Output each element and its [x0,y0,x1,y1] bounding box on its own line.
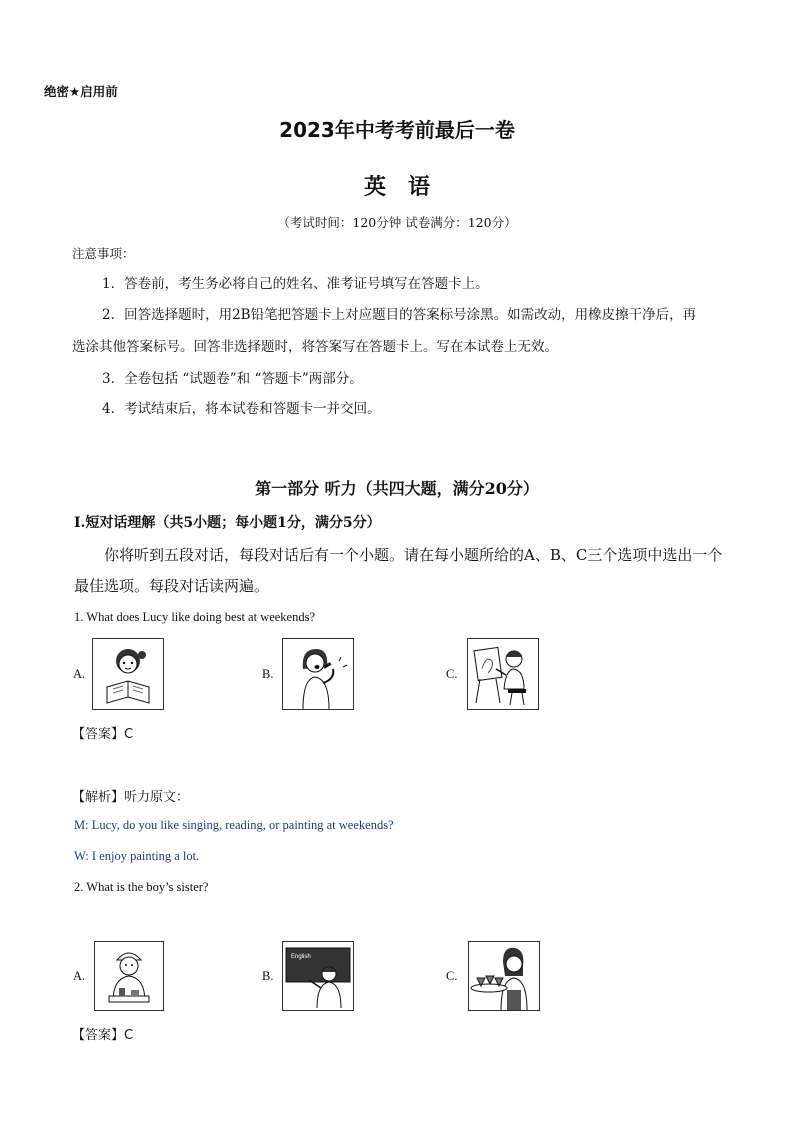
q1-dialogue-line: M: Lucy, do you like singing, reading, or painting at weekends? [74,818,394,832]
notice-item: 4．考试结束后，将本试卷和答题卡一并交回。 [102,401,381,417]
notice-item: 选涂其他答案标号。回答非选择题时，将答案写在答题卡上。写在本试卷上无效。 [72,339,558,355]
subject-title: 英语 [363,175,452,200]
instruction: 你将听到五段对话，每段对话后有一个小题。请在每小题所给的A、B、C三个选项中选出一个最佳选项。每段对话读两遍。 [74,546,723,595]
q2-option-c-image [468,941,540,1011]
question-1: 1. What does Lucy like doing best at weekends? [74,610,316,624]
q2-option-b-image [282,941,354,1011]
q1-option-a-label: A. [73,667,86,681]
q2-option-c-label: C. [446,969,458,983]
q2-option-a-label: A. [73,969,86,983]
girl-reading-icon [93,639,163,709]
part-title: Ⅰ.短对话理解（共5小题；每小题1分，满分5分） [74,515,381,531]
board-text: English [291,954,311,960]
woman-singing-icon [283,639,353,709]
exam-title: 2023年中考考前最后一卷 [279,118,515,142]
q1-option-b-label: B. [262,667,274,681]
q1-answer: 【答案】C [72,727,134,742]
girl-painting-icon [468,639,538,709]
notice-item: 2．回答选择题时，用2B铅笔把答题卡上对应题目的答案标号涂黑。如需改动，用橡皮擦干净后，再 [102,307,697,323]
notice-item: 3．全卷包括 “试题卷”和 “答题卡”两部分。 [102,371,363,387]
doctor-icon [95,942,163,1010]
q1-option-b-image [282,638,354,710]
q1-dialogue-line: W: I enjoy painting a lot. [74,849,200,863]
q1-option-c-label: C. [446,667,458,681]
q1-analysis: 【解析】听力原文： [72,790,190,805]
exam-info: （考试时间：120分钟 试卷满分：120分） [277,215,517,230]
q1-option-c-image [467,638,539,710]
q2-answer: 【答案】C [72,1028,134,1043]
q2-option-b-label: B. [262,969,274,983]
waitress-icon [469,942,539,1010]
question-2: 2. What is the boy’s sister? [74,880,209,894]
notice-heading: 注意事项： [72,246,135,261]
section-heading: 第一部分 听力（共四大题，满分20分） [255,479,539,498]
secret-label: 绝密★启用前 [44,84,118,99]
q2-option-a-image [94,941,164,1011]
teacher-blackboard-icon [283,942,353,1010]
notice-item: 1．答卷前，考生务必将自己的姓名、准考证号填写在答题卡上。 [102,276,489,292]
q1-option-a-image [92,638,164,710]
